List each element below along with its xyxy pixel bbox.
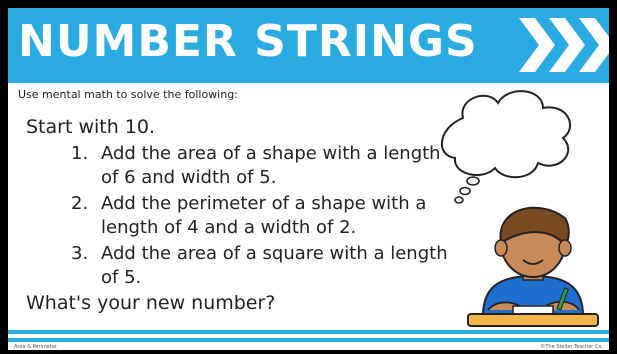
list-item: [26, 192, 461, 240]
steps-list: [26, 142, 461, 290]
title-banner: [8, 8, 609, 83]
footer-divider: [8, 330, 609, 334]
step-text: Add the area of a shape with a length of 6 and width of 5.: [101, 143, 441, 188]
step-text: Add the area of a square with a length of 5.: [101, 243, 448, 288]
problem-content: [26, 116, 461, 314]
footer-copyright: ©The Stellar Teacher Co.: [540, 344, 603, 350]
start-line: Start with 10.: [26, 116, 156, 138]
instructions: Use mental math to solve the following:: [18, 88, 238, 101]
step-number: 1.: [71, 143, 89, 164]
chevron-right-icon: [499, 8, 609, 83]
thought-cloud-icon: [433, 83, 583, 213]
list-item: [26, 242, 461, 290]
list-item: [26, 142, 461, 190]
step-number: 2.: [71, 193, 89, 214]
question-line: What's your new number?: [26, 292, 276, 314]
footer-topic: Area & Perimeter: [14, 344, 57, 350]
page-title: NUMBER STRINGS: [18, 16, 478, 67]
step-text: Add the perimeter of a shape with a length of 4 and a width of 2.: [101, 193, 427, 238]
footer-divider: [8, 338, 609, 342]
thinking-student-illustration: [463, 198, 603, 328]
step-number: 3.: [71, 243, 89, 264]
slide: [8, 8, 609, 350]
